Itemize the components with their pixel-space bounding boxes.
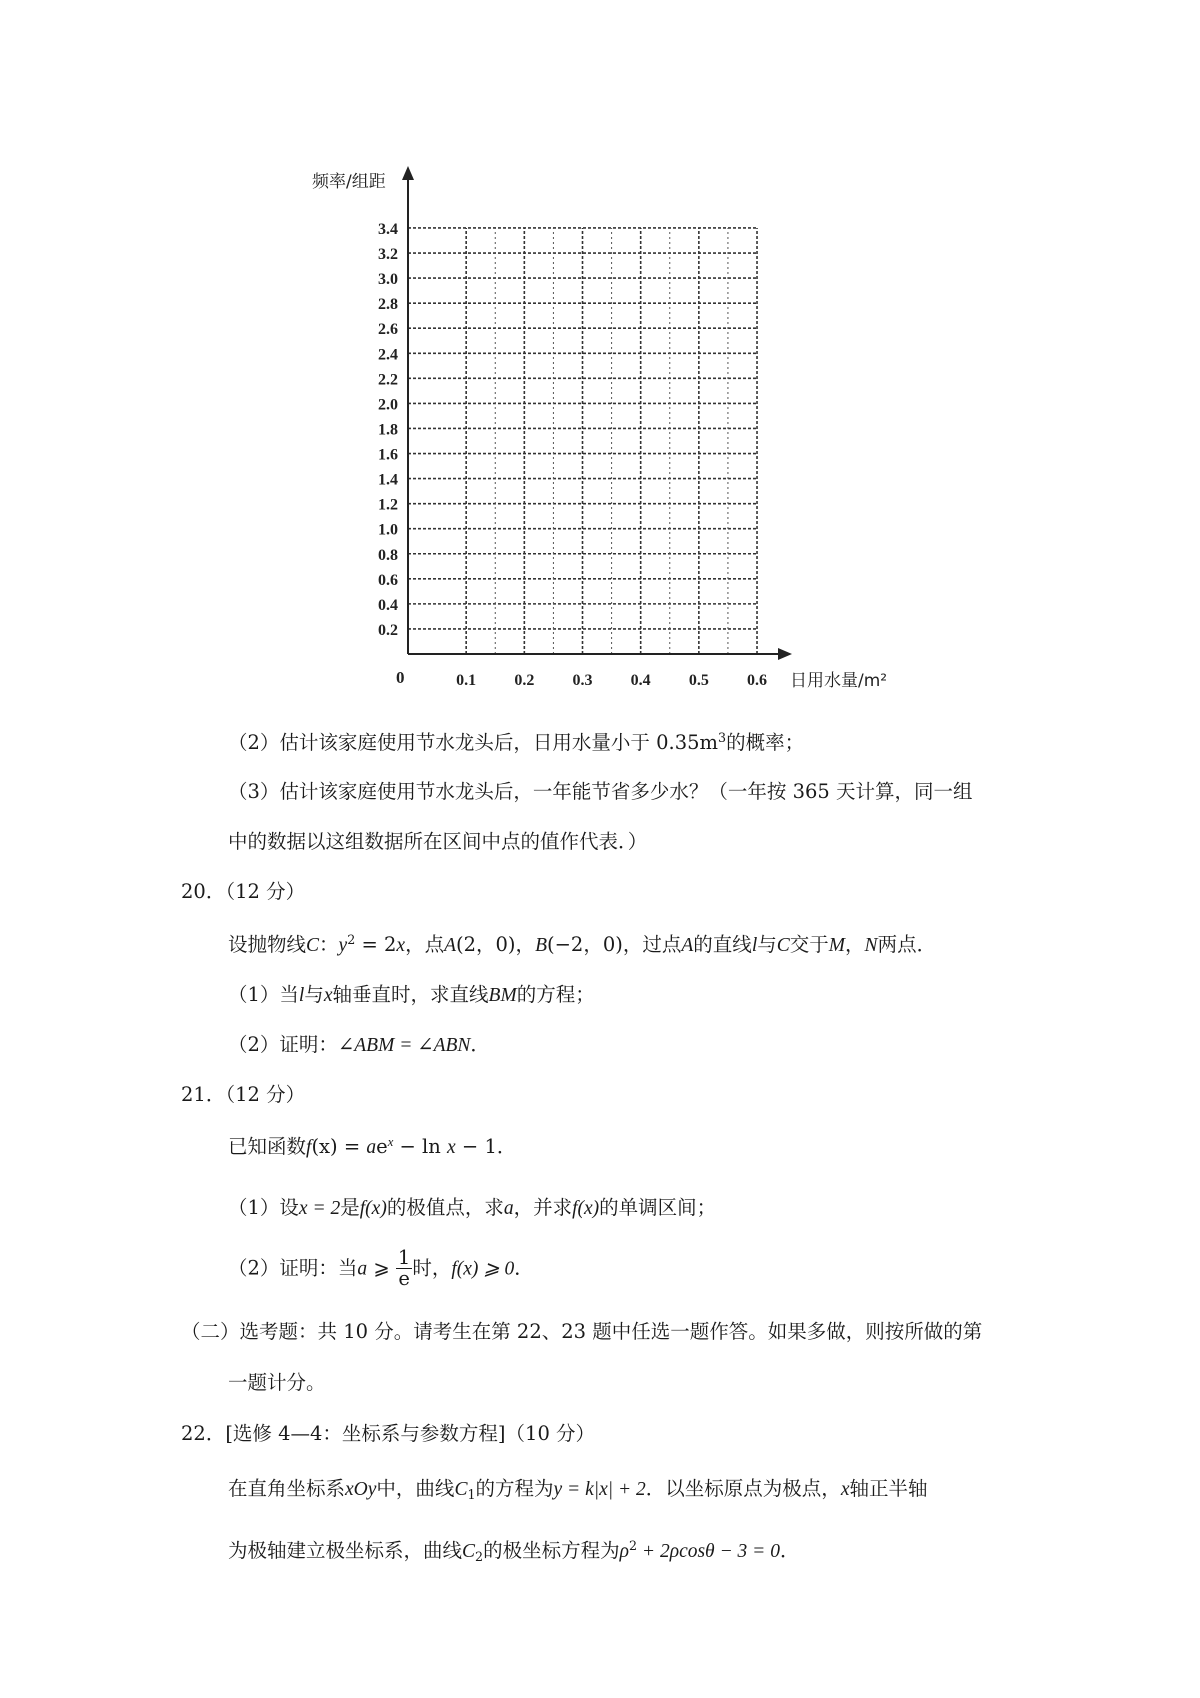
- x-axis-label: 日用水量/m²: [790, 671, 888, 691]
- y-tick-label: 2.0: [378, 396, 398, 414]
- q20-part1: （1）当l与x轴垂直时，求直线BM的方程；: [228, 983, 595, 1006]
- y-tick-label: 1.0: [378, 521, 398, 539]
- y-tick-labels: [378, 221, 398, 639]
- q20-part2: （2）证明：∠ABM = ∠ABN．: [228, 1033, 490, 1056]
- y-tick-label: 1.2: [378, 496, 398, 514]
- y-tick-label: 1.4: [378, 471, 398, 489]
- x-tick-label: 0.3: [572, 672, 593, 689]
- y-tick-label: 2.8: [378, 296, 398, 314]
- q19-part3-line1: （3）估计该家庭使用节水龙头后，一年能节省多少水？（一年按 365 天计算，同一组: [228, 780, 973, 803]
- y-tick-label: 2.2: [378, 371, 398, 389]
- elective-instructions-line2: 一题计分。: [228, 1371, 326, 1394]
- q21-part2: （2）证明：当a ⩾ $\frac{1}{e}$ 时，f(x) ⩾ 0．: [228, 1246, 534, 1291]
- q21-part1: （1）设x = 2是f(x)的极值点，求a，并求f(x)的单调区间；: [228, 1196, 717, 1219]
- x-tick-label: 0.5: [688, 672, 709, 689]
- axes: [402, 166, 792, 660]
- y-tick-label: 3.0: [378, 271, 398, 289]
- x-tick-labels: [456, 672, 767, 689]
- y-tick-label: 3.2: [378, 246, 398, 264]
- one-over-e-fraction: $\frac{1}{e}$: [397, 1246, 411, 1291]
- x-tick-label: 0.2: [514, 672, 535, 689]
- q22-line2: 为极轴建立极坐标系，曲线C2的极坐标方程为$\rho^2 + 2\rho\cos\theta - 3 = 0$．: [228, 1538, 800, 1564]
- origin-label: 0: [396, 668, 405, 687]
- y-tick-label: 2.4: [378, 346, 398, 364]
- q19-part2: （2）估计该家庭使用节水龙头后，日用水量小于 $0.35m^3$的概率；: [228, 730, 805, 754]
- grid-lines: [408, 228, 757, 654]
- y-tick-label: 0.8: [378, 546, 398, 564]
- y-tick-label: 0.4: [378, 596, 398, 614]
- y-tick-label: 1.8: [378, 421, 398, 439]
- elective-instructions-line1: （二）选考题：共 10 分。请考生在第 22、23 题中任选一题作答。如果多做，则按所做的第: [181, 1320, 983, 1343]
- x-axis-arrow: [778, 648, 792, 660]
- frequency-histogram-grid: [0, 0, 1200, 700]
- x-tick-label: 0.4: [630, 672, 651, 689]
- y-axis-arrow: [402, 166, 414, 180]
- y-tick-label: 1.6: [378, 446, 398, 464]
- q19-part3-line2: 中的数据以这组数据所在区间中点的值作代表．）: [228, 830, 648, 853]
- x-tick-label: 0.6: [747, 672, 768, 689]
- y-tick-label: 0.2: [378, 621, 398, 639]
- q20-stem: 设抛物线C：$y^2 = 2x$，点A(2，0)，B(−2，0)，过点A的直线l与C交于M，N两点．: [228, 932, 937, 956]
- x-tick-label: 0.1: [456, 672, 477, 689]
- q21-stem: 已知函数$f(x) = ae^x - \ln x - 1$．: [228, 1135, 517, 1158]
- q20-header: 20．（12 分）: [181, 880, 306, 903]
- y-axis-label: 频率/组距: [312, 172, 386, 192]
- q22-header: 22．[选修 4—4：坐标系与参数方程]（10 分）: [181, 1422, 596, 1445]
- y-tick-label: 2.6: [378, 321, 398, 339]
- q21-header: 21．（12 分）: [181, 1083, 306, 1106]
- q22-line1: 在直角坐标系xOy中，曲线C1的方程为y = k|x| + 2．以坐标原点为极点，x轴正半轴: [228, 1477, 928, 1502]
- y-tick-label: 3.4: [378, 220, 398, 238]
- y-tick-label: 0.6: [378, 571, 398, 589]
